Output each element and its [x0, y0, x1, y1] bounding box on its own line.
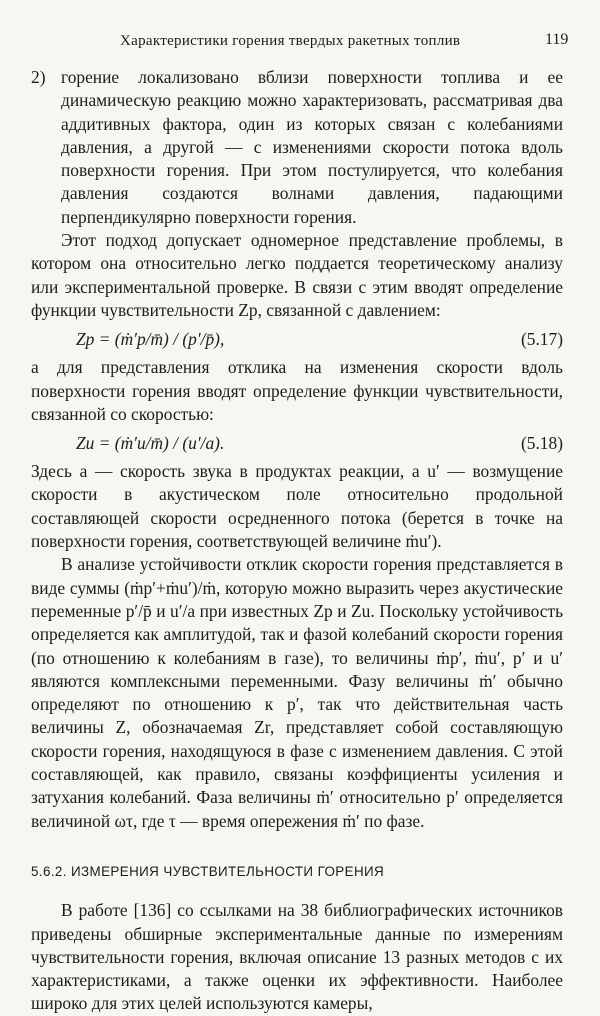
page-number: 119: [545, 31, 569, 48]
equation-expression: Zp = (ṁ′p/m̄) / (p′/p̄),: [76, 328, 225, 349]
paragraph: Этот подход допускает одномерное представление проблемы, в котором она относительно легко поддается теоретическому анализу или экспериментальной проверке. В связи с этим вводят определение функции чувствительности Zp, связанной с давлением:: [31, 230, 563, 320]
section-heading: 5.6.2. ИЗМЕРЕНИЯ ЧУВСТВИТЕЛЬНОСТИ ГОРЕНИЯ: [31, 863, 385, 879]
list-item-text: горение локализовано вблизи поверхности топлива и ее динамическую реакцию можно характеризовать, рассматривая два аддитивных фактора, один из которых связан с колебаниями давления, а другой — с изменениями скорости потока вдоль поверхности горения. При этом постулируется, что колебания давления создаются волнами давления, падающими перпендикулярно поверхности горения.: [61, 67, 563, 227]
paragraph: В работе [136] со ссылками на 38 библиографических источников приведены обширные экспериментальные данные по измерениям чувствительности горения, включая описание 13 разных методов с их характеристиками, а также оценки их эффективности. Наиболее широко для этих целей используются камеры,: [31, 900, 563, 1014]
equation-number: (5.18): [520, 432, 563, 453]
list-marker: 2): [31, 67, 46, 87]
equation: [31, 426, 563, 460]
page-body: [31, 66, 563, 1016]
paragraph: Здесь a — скорость звука в продуктах реакции, а u′ — возмущение скорости в акустическом поле относительно продольной составляющей скорости осредненного потока (берется в точке на поверхности горения, соответствующей величине ṁu′).: [31, 461, 563, 552]
equation-number: (5.17): [520, 328, 563, 349]
equation-expression: Zu = (ṁ′u/m̄) / (u′/a).: [76, 432, 225, 453]
list-item: [31, 66, 563, 229]
paragraph: В анализе устойчивости отклик скорости горения представляется в виде суммы (ṁp′+ṁu′)/ṁ, которую можно выразить через акустические переменные p′/p̄ и u′/a при известных Zp и Zu. Поскольку устойчивость определяется как амплитудой, так и фазой колебаний скорости горения (по отношению к колебаниям в газе), то величины ṁp′, ṁu′, p′ и u′ являются комплексными переменными. Фазу величины ṁ′ обычно определяют по отношению к p′, так что действительная часть величины Z, обозначаемая Zr, представляет собой составляющую скорости горения, находящуюся в фазе с изменением давления. С этой составляющей, как правило, связаны коэффициенты усиления и затухания колебаний. Фаза величины ṁ′ относительно p′ определяется величиной ωτ, где τ — время опережения ṁ′ по фазе.: [31, 554, 563, 831]
paragraph: а для представления отклика на изменения скорости вдоль поверхности горения вводят определение функции чувствительности, связанной со скоростью:: [31, 357, 563, 424]
equation: [31, 322, 563, 356]
running-head: Характеристики горения твердых ракетных топлив: [120, 33, 461, 49]
